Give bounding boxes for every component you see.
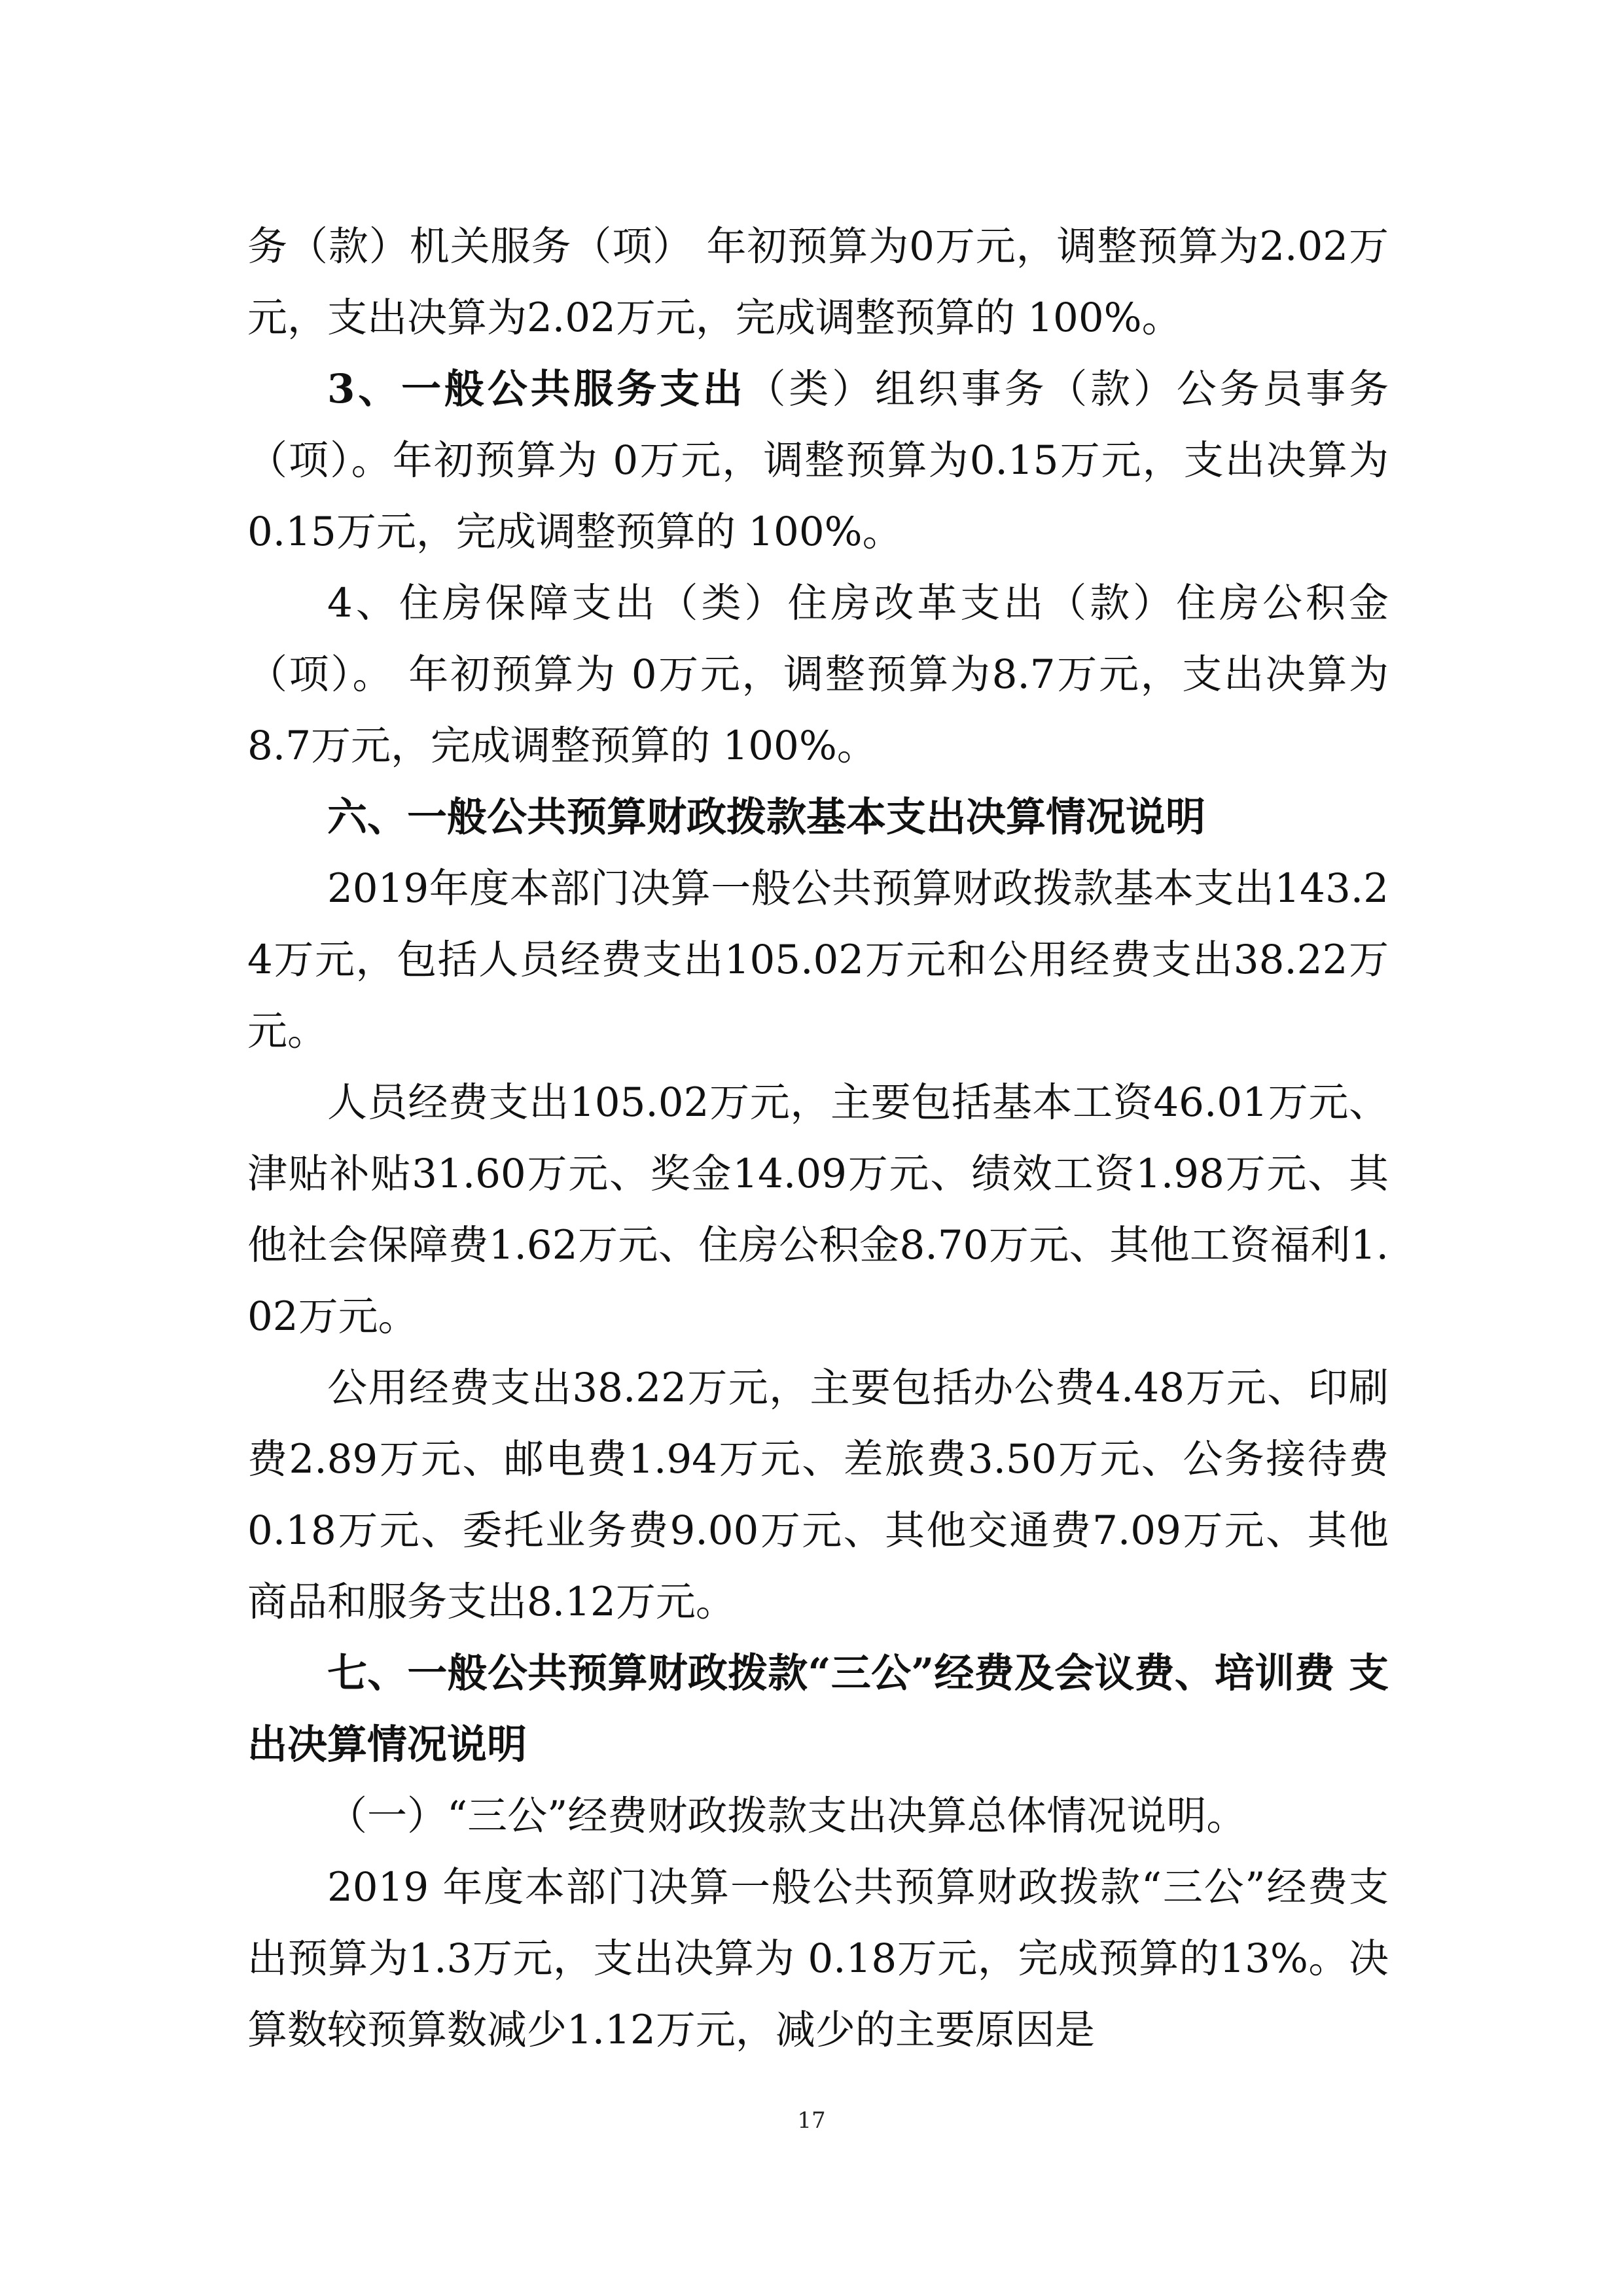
subsection-heading-one: （一）“三公”经费财政拨款支出决算总体情况说明。 — [327, 1793, 1247, 1839]
paragraph-lead-bold: 3、一般公共服务支出 — [327, 366, 746, 412]
paragraph-body: （类）组织事务（款）公务员事务（项）。年初预算为 0万元，调整预算为0.15万元，支出决算为 0.15万元，完成调整预算的 100%。 — [247, 366, 1389, 555]
document-body — [247, 211, 1389, 2066]
paragraph-personnel-expenditure: 人员经费支出105.02万元，主要包括基本工资46.01万元、津贴补贴31.60万元、奖金14.09万元、绩效工资1.98万元、其他社会保障费1.62万元、住房公积金8.70万元、其他工资福利1.02万元。 — [247, 1079, 1389, 1340]
section-heading-seven: 七、一般公共预算财政拨款“三公”经费及会议费、培训费 支出决算情况说明 — [247, 1650, 1389, 1768]
paragraph-housing-fund-item: 4、住房保障支出（类）住房改革支出（款）住房公积金（项）。 年初预算为 0万元，调整预算为8.7万元，支出决算为 8.7万元，完成调整预算的 100%。 — [247, 580, 1389, 769]
paragraph-three-public-expenses: 2019 年度本部门决算一般公共预算财政拨款“三公”经费支出预算为1.3万元，支出决算为 0.18万元，完成预算的13%。决算数较预算数减少1.12万元，减少的主要原因是 — [247, 1864, 1389, 2053]
page-number: 17 — [797, 2108, 826, 2134]
paragraph-public-expenditure: 公用经费支出38.22万元，主要包括办公费4.48万元、印刷费2.89万元、邮电费1.94万元、差旅费3.50万元、公务接待费0.18万元、委托业务费9.00万元、其他交通费7.09万元、其他商品和服务支出8.12万元。 — [247, 1365, 1389, 1625]
paragraph-service-item: 务（款）机关服务（项） 年初预算为0万元，调整预算为2.02万元，支出决算为2.02万元，完成调整预算的 100%。 — [247, 223, 1389, 341]
section-heading-six: 六、一般公共预算财政拨款基本支出决算情况说明 — [327, 794, 1206, 840]
paragraph-basic-expenditure: 2019年度本部门决算一般公共预算财政拨款基本支出143.24万元，包括人员经费支出105.02万元和公用经费支出38.22万元。 — [247, 865, 1389, 1054]
paragraph-civil-servant-item — [247, 353, 1389, 567]
